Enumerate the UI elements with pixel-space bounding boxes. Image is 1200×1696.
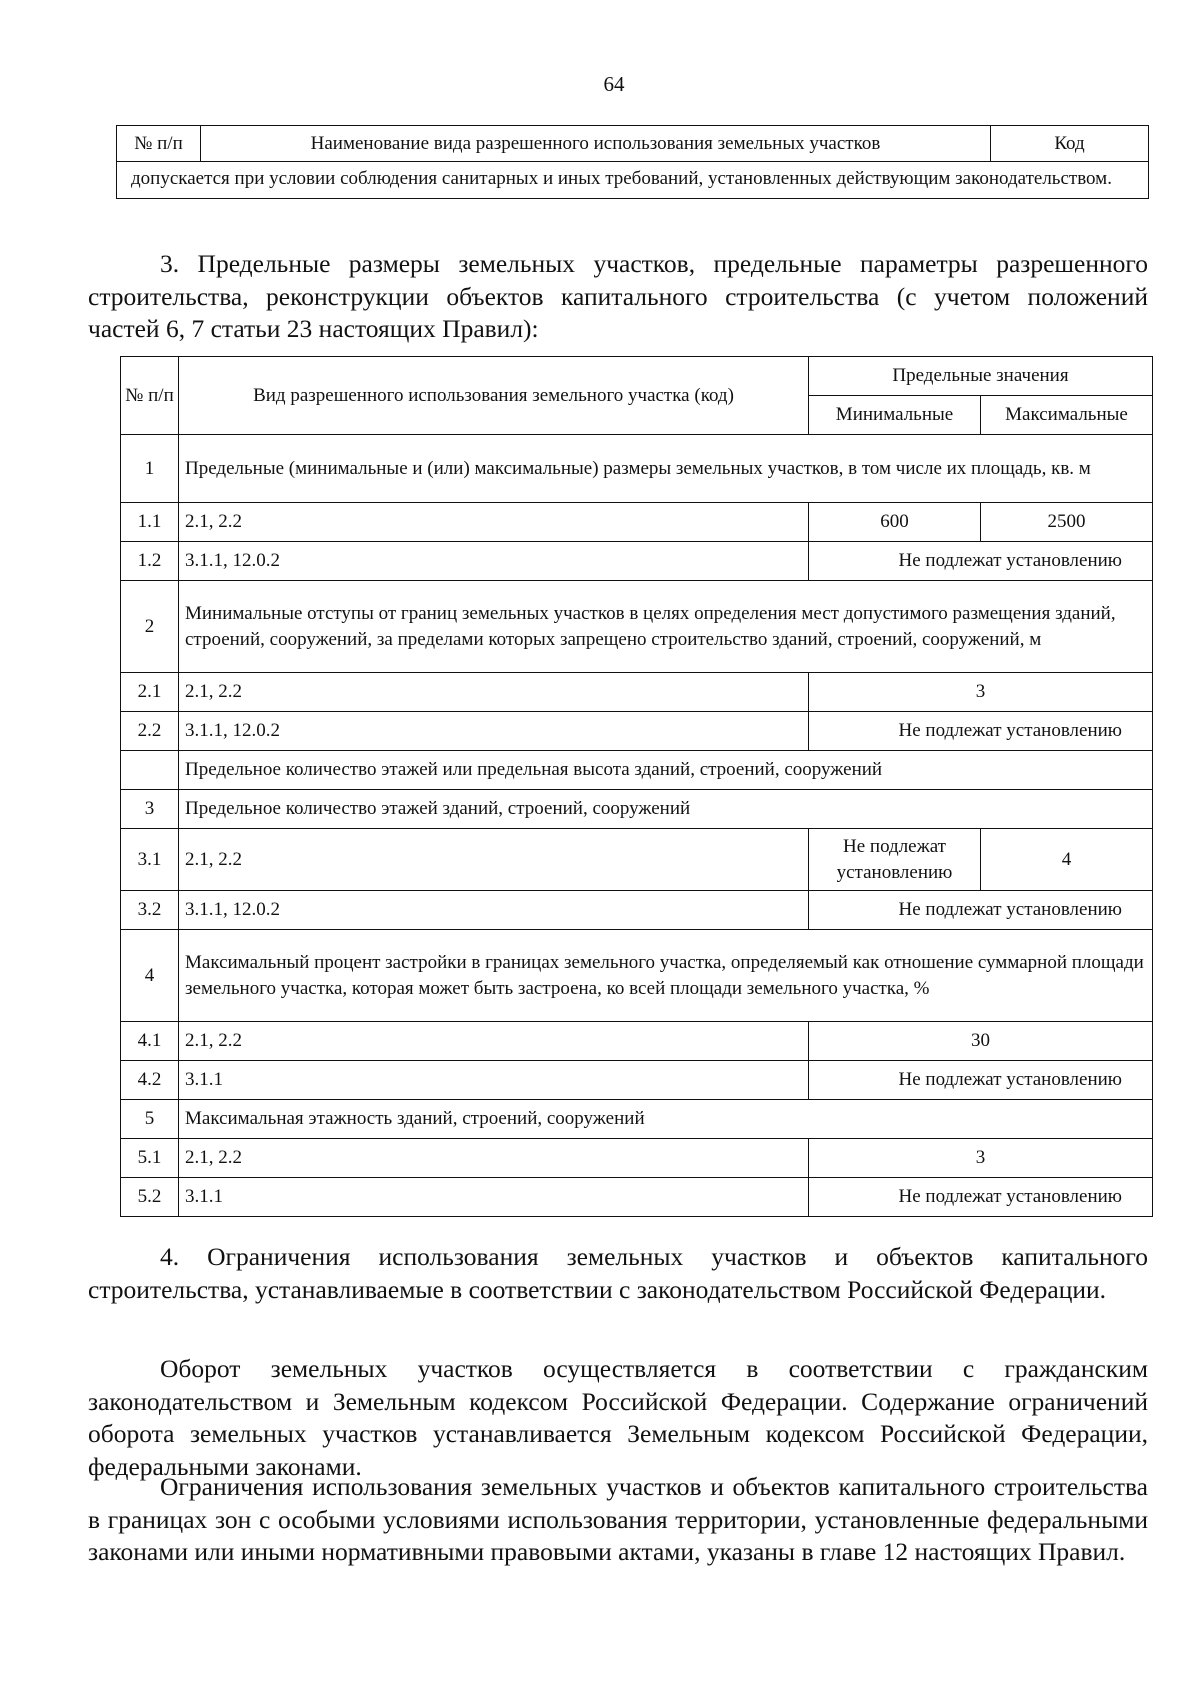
- table-row: [121, 1022, 1153, 1061]
- table-row: [121, 1139, 1153, 1178]
- top-table-continuation-text: допускается при условии соблюдения санитарных и иных требований, установленных действующим законодательством.: [117, 162, 1149, 199]
- table-row: [121, 1061, 1153, 1100]
- row-num: [121, 751, 179, 790]
- table-row: [121, 829, 1153, 891]
- row-text: Предельные (минимальные и (или) максимальные) размеры земельных участков, в том числе их площадь, кв. м: [179, 435, 1153, 503]
- row-num: 1.2: [121, 542, 179, 581]
- header-limits: Предельные значения: [809, 357, 1153, 396]
- row-num: 4.2: [121, 1061, 179, 1100]
- top-table-header-code: Код: [991, 126, 1149, 162]
- row-num: 3: [121, 790, 179, 829]
- row-num: 1.1: [121, 503, 179, 542]
- row-value: Не подлежат установлению: [809, 542, 1153, 581]
- row-num: 2.2: [121, 712, 179, 751]
- table-row: [121, 712, 1153, 751]
- table-row: [121, 435, 1153, 503]
- row-value: 3: [809, 673, 1153, 712]
- table-row: [121, 1178, 1153, 1217]
- top-table-header-num: № п/п: [117, 126, 201, 162]
- row-num: 5.2: [121, 1178, 179, 1217]
- row-code: 2.1, 2.2: [179, 1139, 809, 1178]
- row-num: 4.1: [121, 1022, 179, 1061]
- row-text: Максимальный процент застройки в границах земельного участка, определяемый как отношение суммарной площади земельного участка, которая может быть застроена, ко всей площади земельного участка, %: [179, 930, 1153, 1022]
- row-max: 4: [981, 829, 1153, 891]
- row-text: Минимальные отступы от границ земельных участков в целях определения мест допустимого размещения зданий, строений, сооружений, за пределами которых запрещено строительство зданий, строений, сооружений, м: [179, 581, 1153, 673]
- row-text: Предельное количество этажей зданий, строений, сооружений: [179, 790, 1153, 829]
- row-value: Не подлежат установлению: [809, 1061, 1153, 1100]
- limits-table: [120, 356, 1153, 1217]
- row-code: 3.1.1: [179, 1178, 809, 1217]
- row-num: 1: [121, 435, 179, 503]
- row-code: 3.1.1: [179, 1061, 809, 1100]
- top-table-continuation-row: [117, 162, 1149, 199]
- row-num: 5: [121, 1100, 179, 1139]
- top-table-header-row: [117, 126, 1149, 162]
- row-code: 3.1.1, 12.0.2: [179, 891, 809, 930]
- row-max: 2500: [981, 503, 1153, 542]
- top-table-header-name: Наименование вида разрешенного использования земельных участков: [201, 126, 991, 162]
- limits-header-row-1: [121, 357, 1153, 396]
- row-value: Не подлежат установлению: [809, 1178, 1153, 1217]
- page-number: 64: [603, 72, 625, 96]
- header-kind: Вид разрешенного использования земельного участка (код): [179, 357, 809, 435]
- row-code: 2.1, 2.2: [179, 673, 809, 712]
- row-num: 3.1: [121, 829, 179, 891]
- row-value: Не подлежат установлению: [809, 712, 1153, 751]
- section-4-heading: 4. Ограничения использования земельных участков и объектов капитального строительства, устанавливаемые в соответствии с законодательством Российской Федерации.: [88, 1242, 1148, 1304]
- row-num: 5.1: [121, 1139, 179, 1178]
- table-row: [121, 673, 1153, 712]
- row-text: Предельное количество этажей или предельная высота зданий, строений, сооружений: [179, 751, 1153, 790]
- table-row: [121, 790, 1153, 829]
- row-text: Максимальная этажность зданий, строений, сооружений: [179, 1100, 1153, 1139]
- top-table-continuation: [116, 125, 1149, 199]
- row-code: 3.1.1, 12.0.2: [179, 712, 809, 751]
- paragraph-land-turnover: Оборот земельных участков осуществляется в соответствии с гражданским законодательством и Земельным кодексом Российской Федерации. Содержание ограничений оборота земельных участков устанавливается Земельным кодексом Российской Федерации, федеральными законами.: [88, 1354, 1148, 1481]
- table-row: [121, 751, 1153, 790]
- row-value: Не подлежат установлению: [809, 891, 1153, 930]
- row-num: 2.1: [121, 673, 179, 712]
- paragraph-special-zones: Ограничения использования земельных участков и объектов капитального строительства в границах зон с особыми условиями использования территории, установленные федеральными законами или иными нормативными правовыми актами, указаны в главе 12 настоящих Правил.: [88, 1472, 1148, 1566]
- section-3-heading: 3. Предельные размеры земельных участков, предельные параметры разрешенного строительства, реконструкции объектов капитального строительства (с учетом положений частей 6, 7 статьи 23 настоящих Правил):: [88, 249, 1148, 343]
- table-row: [121, 1100, 1153, 1139]
- table-row: [121, 891, 1153, 930]
- row-min: 600: [809, 503, 981, 542]
- row-code: 2.1, 2.2: [179, 1022, 809, 1061]
- header-num: № п/п: [121, 357, 179, 435]
- row-num: 4: [121, 930, 179, 1022]
- table-row: [121, 581, 1153, 673]
- row-num: 2: [121, 581, 179, 673]
- row-num: 3.2: [121, 891, 179, 930]
- table-row: [121, 542, 1153, 581]
- row-min: Не подлежат установлению: [809, 829, 981, 891]
- row-code: 2.1, 2.2: [179, 503, 809, 542]
- table-row: [121, 930, 1153, 1022]
- header-min: Минимальные: [809, 396, 981, 435]
- table-row: [121, 503, 1153, 542]
- row-value: 30: [809, 1022, 1153, 1061]
- row-code: 3.1.1, 12.0.2: [179, 542, 809, 581]
- row-value: 3: [809, 1139, 1153, 1178]
- header-max: Максимальные: [981, 396, 1153, 435]
- row-code: 2.1, 2.2: [179, 829, 809, 891]
